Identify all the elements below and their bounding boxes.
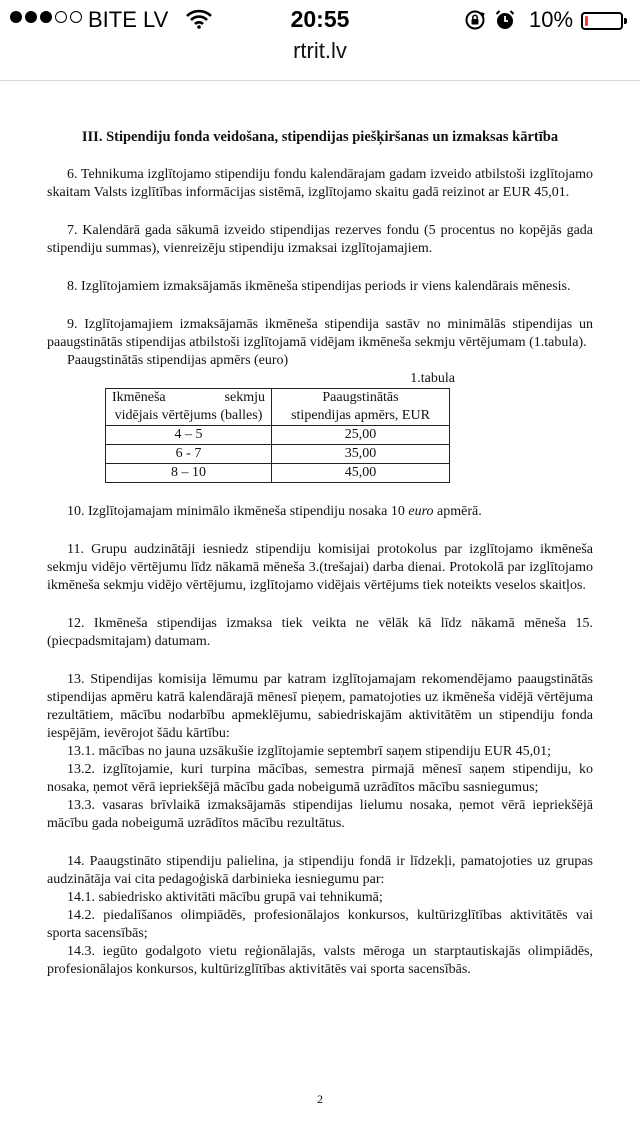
- document-page: [47, 122, 593, 979]
- paragraph-7: 7. Kalendārā gada sākumā izveido stipendijas rezerves fondu (5 procentus no kopējās gada stipendiju summas), vienreizēju stipendiju izmaksai izglītojamajiem.: [47, 223, 593, 256]
- table-header-grade: Ikmēneša sekmju vidējais vērtējums (balles): [106, 389, 272, 426]
- paragraph-13: 13. Stipendijas komisija lēmumu par katram izglītojamajam rekomendējamo paaugstinātās stipendijas apmēru katrā kalendārajā mēnesī pieņem, pamatojoties uz ikmēneša vidējā vērtējuma rezultātiem, mācību nodarbību apmeklējumu, sabiedriskajām aktivitātēm un stipendiju fonda iespējām, ievērojot šādu kārtību:: [47, 672, 593, 741]
- table-row: [106, 445, 450, 464]
- paragraph-10: 10. Izglītojamajam minimālo ikmēneša stipendiju nosaka 10 euro apmērā.: [67, 504, 482, 519]
- alarm-icon: [494, 9, 516, 36]
- paragraph-12: 12. Ikmēneša stipendijas izmaksa tiek veikta ne vēlāk kā līdz nākamā mēneša 15.(piecpadsmitajam) datumam.: [47, 616, 593, 649]
- stipend-table: [105, 388, 450, 483]
- table-cell-grade: 4 – 5: [106, 426, 272, 445]
- toolbar-divider: [0, 80, 640, 81]
- status-bar: [0, 0, 640, 40]
- battery-level-fill: [585, 16, 588, 26]
- table-cell-amount: 35,00: [272, 445, 450, 464]
- paragraph-13-3: 13.3. vasaras brīvlaikā izmaksājamās stipendijas lielumu nosaka, ņemot vērā iepriekšējā mācību gada nobeigumā uzrādītos mācību rezultātus.: [47, 798, 593, 831]
- carrier-name: BITE LV: [88, 7, 169, 32]
- table-header-row: [106, 389, 450, 426]
- table-caption: 1.tabula: [410, 371, 455, 386]
- table-cell-amount: 45,00: [272, 464, 450, 483]
- paragraph-14-3: 14.3. iegūto godalgoto vietu reģionālajās, valsts mēroga un starptautiskajās olimpiādēs, profesionālajos konkursos, kultūrizglītības aktivitātēs vai sporta sacensībās.: [47, 944, 593, 977]
- table-row: [106, 426, 450, 445]
- address-bar[interactable]: rtrit.lv: [293, 38, 347, 63]
- paragraph-6: 6. Tehnikuma izglītojamo stipendiju fondu kalendārajam gadam izveido atbilstoši izglītojamo skaitam Valsts izglītības informācijas sistēmā, izglītojamo skaitu gadā reizinot ar EUR 45,01.: [47, 167, 593, 200]
- paragraph-14-2: 14.2. piedalīšanos olimpiādēs, profesionālajos konkursos, kultūrizglītības aktivitātēs vai sporta sacensībās;: [47, 908, 593, 941]
- paragraph-9-subtitle: Paaugstinātās stipendijas apmērs (euro): [67, 353, 289, 368]
- table-cell-grade: 8 – 10: [106, 464, 272, 483]
- battery-percent: 10%: [529, 7, 574, 32]
- paragraph-14: 14. Paaugstināto stipendiju palielina, ja stipendiju fondā ir līdzekļi, pamatojoties uz grupas audzinātāja vai cita pedagoģiskā darbinieka iesniegumu par:: [47, 854, 593, 887]
- paragraph-11: 11. Grupu audzinātāji iesniedz stipendiju komisijai protokolus par izglītojamo ikmēneša sekmju vidējo vērtējumu līdz nākamā mēneša 3.(trešajai) darba dienai. Protokolā par izglītojamo ikmēneša sekmju vidējo vērtējumu, izglītojamo vidējais vērtējums tiek noteikts veselos skaitļos.: [47, 542, 593, 593]
- table-row: [106, 464, 450, 483]
- table-header-amount: Paaugstinātās stipendijas apmērs, EUR: [272, 389, 450, 426]
- status-time: 20:55: [290, 6, 350, 32]
- page-number: 2: [317, 1092, 323, 1106]
- table-cell-grade: 6 - 7: [106, 445, 272, 464]
- section-heading: III. Stipendiju fonda veidošana, stipendijas piešķiršanas un izmaksas kārtība: [81, 129, 559, 145]
- table-cell-amount: 25,00: [272, 426, 450, 445]
- paragraph-8: 8. Izglītojamiem izmaksājamās ikmēneša stipendijas periods ir viens kalendārais mēnesis.: [67, 279, 571, 294]
- rotation-lock-icon: [464, 9, 486, 36]
- paragraph-9: 9. Izglītojamajiem izmaksājamās ikmēneša stipendija sastāv no minimālās stipendijas un paaugstinātās stipendijas atbilstoši izglītojamā vidējam ikmēneša sekmju vērtējumam (1.tabula).: [47, 317, 593, 350]
- battery-icon: [581, 12, 623, 30]
- paragraph-14-1: 14.1. sabiedrisko aktivitāti mācību grupā vai tehnikumā;: [67, 890, 383, 905]
- paragraph-13-2: 13.2. izglītojamie, kuri turpina mācības, semestra pirmajā mēnesī saņem stipendiju, ko nosaka, ņemot vērā iepriekšējā mācību gada nobeigumā uzrādītos mācību sasniegumus;: [47, 762, 593, 795]
- paragraph-13-1: 13.1. mācības no jauna uzsākušie izglītojamie septembrī saņem stipendiju EUR 45,01;: [67, 744, 552, 759]
